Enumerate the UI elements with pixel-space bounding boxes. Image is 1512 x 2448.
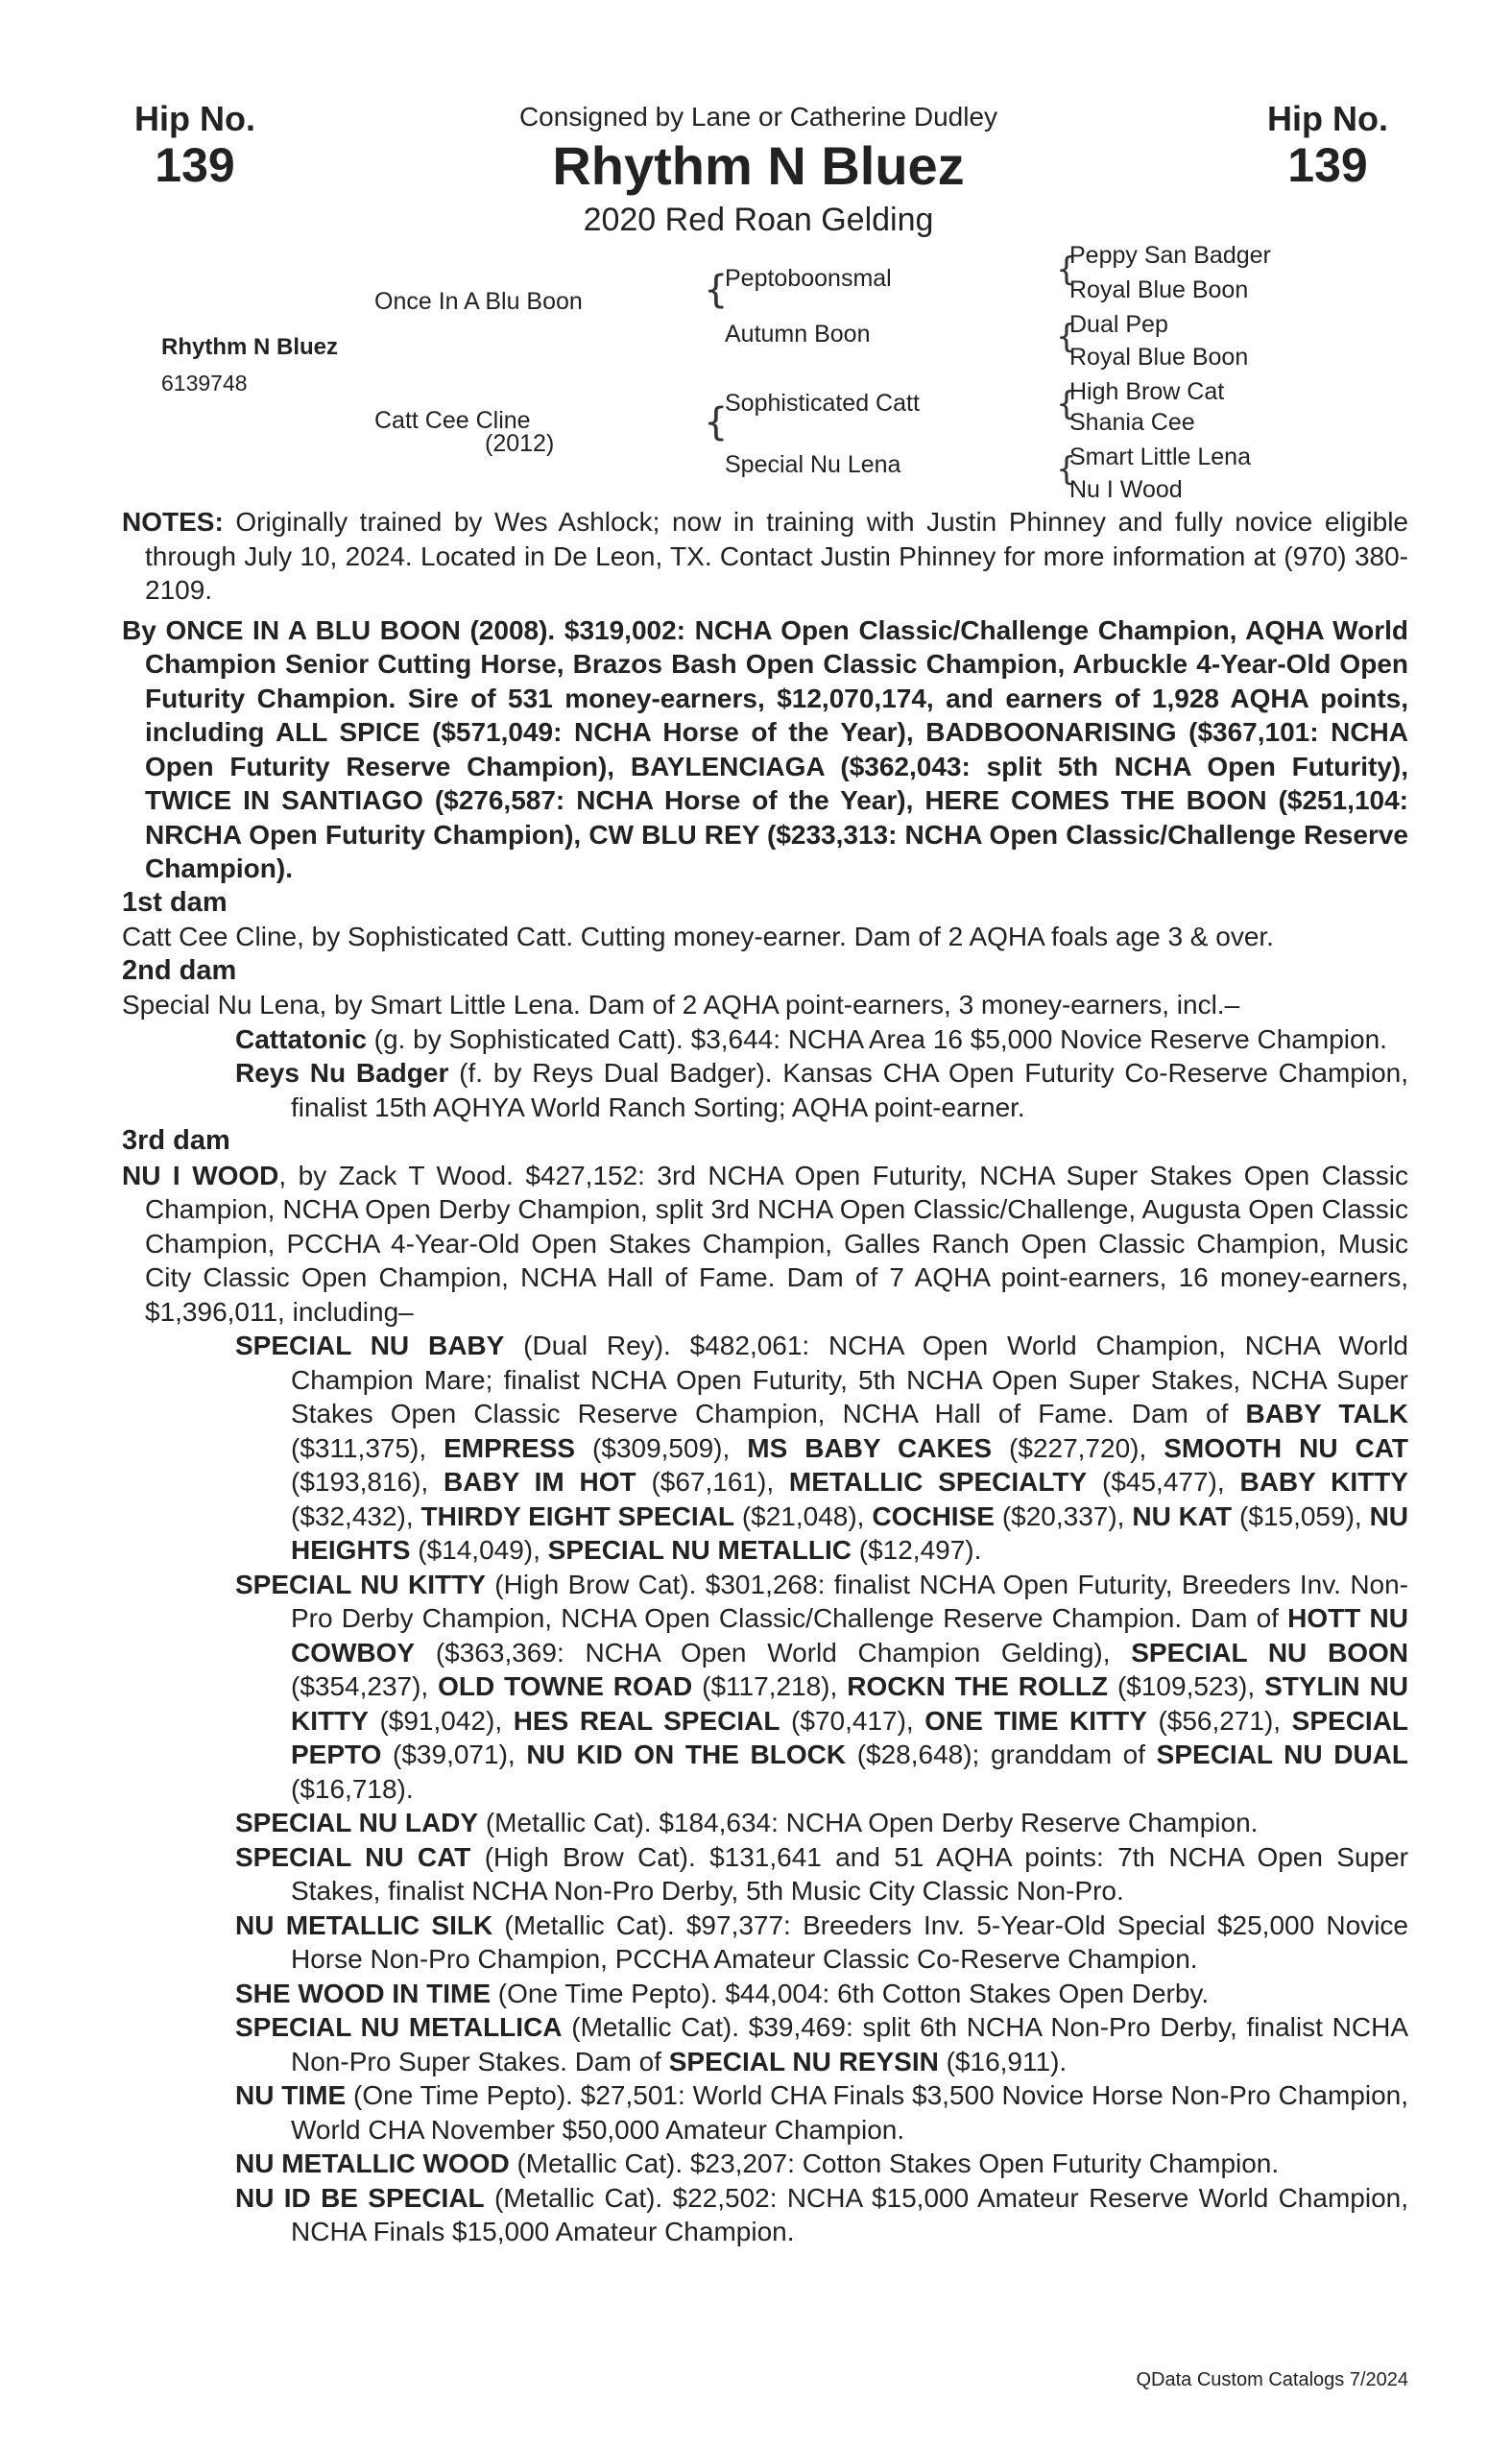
horse-description: 2020 Red Roan Gelding (583, 202, 934, 238)
catalog-body (122, 505, 1408, 2249)
produce-name: SPECIAL NU CAT (235, 1841, 471, 1872)
sire-dam: Autumn Boon (725, 321, 871, 348)
hip-label: Hip No. (1267, 99, 1388, 138)
produce-text: (Metallic Cat). $97,377: Breeders Inv. 5-Year-Old Special $25,000 Novice Horse Non-Pro Champion, PCCHA Amateur Classic Co-Reserve Champion. (291, 1909, 1409, 1974)
produce-name: BABY KITTY (1239, 1467, 1408, 1497)
hip-label: Hip No. (134, 99, 255, 138)
produce-text: ($32,432), (291, 1500, 421, 1531)
produce-name: OLD TOWNE ROAD (438, 1671, 693, 1701)
produce-entry (122, 2010, 1408, 2078)
consignor: Consigned by Lane or Catherine Dudley (518, 102, 998, 132)
produce-text: ($14,049), (410, 1535, 548, 1565)
produce-text: ($16,911). (938, 2046, 1068, 2076)
hip-number-left (113, 100, 276, 192)
produce-name: SPECIAL NU LADY (235, 1808, 479, 1837)
produce-text: ($67,161), (636, 1467, 789, 1497)
produce-text: (Metallic Cat). $39,469: split 6th NCHA Non-Pro Derby, finalist NCHA Non-Pro Super Stakes. Dam of (291, 2012, 1408, 2076)
pedigree-subject: Rhythm N Bluez (161, 334, 339, 360)
brace-icon: { (704, 268, 729, 312)
dam-sire: Sophisticated Catt (725, 390, 920, 417)
notes (122, 505, 1408, 608)
produce-text: ($117,218), (692, 1671, 848, 1701)
produce-name: NU TIME (235, 2080, 347, 2110)
produce-name: SPECIAL NU DUAL (1156, 1740, 1408, 1769)
produce-text: (One Time Pepto). $44,004: 6th Cotton Stakes Open Derby. (491, 1978, 1210, 2008)
produce-name: NU KID ON THE BLOCK (526, 1740, 847, 1769)
produce-text: (Metallic Cat). $184,634: NCHA Open Derby Reserve Champion. (478, 1808, 1259, 1837)
gen3-ancestor: Dual Pep (1069, 311, 1168, 338)
produce-name: COCHISE (872, 1500, 995, 1531)
produce-name: SPECIAL PEPTO (291, 1705, 1409, 1769)
produce-entry (122, 1056, 1408, 1124)
gen3-ancestor: Royal Blue Boon (1069, 344, 1249, 371)
first-dam-heading: 1st dam (122, 886, 228, 918)
produce-text: ($70,417), (780, 1705, 925, 1736)
produce-text: ($227,720), (992, 1432, 1164, 1463)
sire-paragraph: By ONCE IN A BLU BOON (2008). $319,002: NCHA Open Classic/Challenge Champion, AQHA World Champion Senior Cutting Horse, Brazos Bash Open Classic Champion, Arbuckle 4-Year-Old Open Futurity Champion. Sire of 531 money-earners, $12,070,174, and earners of 1,928 AQHA points, including ALL SPICE ($571,049: NCHA Horse of the Year), BADBOONARISING ($367,101: NCHA Open Futurity Reserve Champion), BAYLENCIAGA ($362,043: split 5th NCHA Open Futurity), TWICE IN SANTIAGO ($276,587: NCHA Horse of the Year), HERE COMES THE BOON ($251,104: NRCHA Open Futurity Champion), CW BLU REY ($233,313: NCHA Open Classic/Challenge Reserve Champion). (122, 614, 1408, 883)
produce-text: (Metallic Cat). $23,207: Cotton Stakes Open Futurity Champion. (509, 2148, 1280, 2178)
produce-name: SPECIAL NU REYSIN (668, 2046, 939, 2076)
produce-text: ($20,337), (994, 1500, 1133, 1531)
horse-name: Rhythm N Bluez (552, 135, 965, 196)
third-dam-heading: 3rd dam (122, 1125, 230, 1156)
sire-sire: Peptoboonsmal (725, 265, 892, 292)
produce-name: Reys Nu Badger (235, 1058, 449, 1088)
produce-name: SMOOTH NU CAT (1164, 1432, 1409, 1463)
third-dam-desc: , by Zack T Wood. $427,152: 3rd NCHA Open Futurity, NCHA Super Stakes Open Classic Champion, NCHA Open Derby Champion, split 3rd NCHA Open Classic/Challenge, Augusta Open Classic Champion, PCCHA 4-Year-Old Open Stakes Champion, Galles Ranch Open Classic Champion, Music City Classic Open Champion, NCHA Hall of Fame. Dam of 7 AQHA point-earners, 16 money-earners, $1,396,011, including– (145, 1160, 1408, 1327)
produce-text: (High Brow Cat). $301,268: finalist NCHA Open Futurity, Breeders Inv. Non-Pro Derby Champion, NCHA Open Classic/Challenge Reserve Champion. Dam of (291, 1569, 1409, 1633)
brace-icon: { (1056, 385, 1077, 423)
produce-text: ($21,048), (733, 1500, 873, 1531)
dam-year: (2012) (485, 430, 555, 457)
registration-number: 6139748 (161, 371, 248, 396)
dam-dam: Special Nu Lena (725, 451, 901, 478)
produce-text: ($12,497). (851, 1535, 982, 1565)
produce-entry (122, 1806, 1408, 1840)
produce-name: SPECIAL NU KITTY (235, 1569, 486, 1599)
produce-name: SHE WOOD IN TIME (235, 1978, 491, 2008)
gen3-ancestor: Peppy San Badger (1069, 242, 1271, 269)
brace-icon: { (1056, 450, 1077, 489)
produce-name: NU HEIGHTS (291, 1500, 1409, 1565)
produce-name: BABY IM HOT (444, 1467, 636, 1497)
gen3-ancestor: Smart Little Lena (1069, 444, 1251, 470)
produce-name: NU ID BE SPECIAL (235, 2182, 485, 2213)
produce-name: SPECIAL NU METALLIC (547, 1535, 852, 1565)
produce-text: ($311,375), (291, 1432, 444, 1463)
gen3-ancestor: Royal Blue Boon (1069, 276, 1249, 303)
produce-text: ($28,648); granddam of (846, 1740, 1157, 1769)
produce-name: MS BABY CAKES (747, 1432, 993, 1463)
produce-entry (122, 1568, 1408, 1807)
produce-entry (122, 1840, 1408, 1908)
produce-name: EMPRESS (444, 1432, 576, 1463)
produce-text: (One Time Pepto). $27,501: World CHA Finals $3,500 Novice Horse Non-Pro Champion, World CHA November $50,000 Amateur Champion. (291, 2080, 1409, 2145)
produce-name: NU METALLIC SILK (235, 1909, 493, 1940)
hip-value: 139 (155, 138, 235, 192)
produce-text: ($39,071), (381, 1740, 527, 1769)
notes-text: Originally trained by Wes Ashlock; now in training with Justin Phinney and fully novice eligible through July 10, 2024. Located in De Leon, TX. Contact Justin Phinney for more information at (970) 380-2109. (145, 507, 1408, 605)
produce-text: ($193,816), (291, 1467, 444, 1497)
produce-entry (122, 1908, 1408, 1977)
third-dam-name: NU I WOOD (122, 1160, 279, 1190)
produce-text: (Metallic Cat). $22,502: NCHA $15,000 Amateur Reserve World Champion, NCHA Finals $15,000 Amateur Champion. (291, 2182, 1408, 2246)
second-dam-text: Special Nu Lena, by Smart Little Lena. Dam of 2 AQHA point-earners, 3 money-earners, incl.– (122, 990, 1240, 1020)
produce-text: ($15,059), (1232, 1500, 1370, 1531)
produce-name: ROCKN THE ROLLZ (847, 1671, 1109, 1701)
produce-name: METALLIC SPECIALTY (788, 1467, 1088, 1497)
produce-name: HOTT NU COWBOY (291, 1603, 1408, 1668)
produce-name: ONE TIME KITTY (924, 1705, 1147, 1736)
produce-name: SPECIAL NU BOON (1131, 1637, 1408, 1668)
produce-name: STYLIN NU KITTY (291, 1671, 1409, 1736)
produce-name: NU METALLIC WOOD (235, 2148, 510, 2178)
produce-entry (122, 2147, 1408, 2181)
gen3-ancestor: High Brow Cat (1069, 378, 1225, 405)
produce-entry (122, 1329, 1408, 1568)
produce-name: NU KAT (1132, 1500, 1233, 1531)
third-dam-text (122, 1159, 1408, 1330)
produce-entry (122, 1977, 1408, 2011)
hip-number-right (1246, 100, 1409, 192)
produce-entry (122, 2181, 1408, 2249)
produce-text: ($363,369: NCHA Open World Champion Gelding), (415, 1637, 1132, 1668)
produce-text: ($45,477), (1087, 1467, 1240, 1497)
brace-icon: { (704, 400, 729, 444)
produce-name: Cattatonic (235, 1023, 367, 1054)
produce-text: ($354,237), (291, 1671, 439, 1701)
produce-entry (122, 1022, 1408, 1057)
produce-entry (122, 2078, 1408, 2147)
produce-name: THIRDY EIGHT SPECIAL (420, 1500, 734, 1531)
dam: Catt Cee Cline (374, 407, 531, 434)
produce-name: BABY TALK (1245, 1399, 1408, 1428)
brace-icon: { (1056, 318, 1077, 356)
produce-text: ($56,271), (1146, 1705, 1292, 1736)
notes-label: NOTES: (122, 507, 224, 537)
hip-value: 139 (1287, 138, 1368, 192)
produce-text: (High Brow Cat). $131,641 and 51 AQHA points: 7th NCHA Open Super Stakes, finalist NCHA Non-Pro Derby, 5th Music City Classic Non-Pro. (291, 1841, 1408, 1906)
produce-text: (g. by Sophisticated Catt). $3,644: NCHA Area 16 $5,000 Novice Reserve Champion. (366, 1023, 1387, 1054)
second-dam-heading: 2nd dam (122, 954, 237, 986)
produce-text: (Dual Rey). $482,061: NCHA Open World Champion, NCHA World Champion Mare; finalist NCHA Open Futurity, 5th NCHA Open Super Stakes, NCHA Super Stakes Open Classic Reserve Champion, NCHA Hall of Fame. Dam of (291, 1331, 1408, 1428)
third-dam-produce-list (122, 1329, 1408, 2249)
produce-text: ($91,042), (368, 1705, 514, 1736)
brace-icon: { (1056, 251, 1077, 289)
produce-text: ($16,718). (291, 1773, 414, 1804)
produce-name: HES REAL SPECIAL (513, 1705, 780, 1736)
footer-credit: QData Custom Catalogs 7/2024 (1136, 2369, 1408, 2390)
produce-text: ($309,509), (575, 1432, 748, 1463)
produce-name: SPECIAL NU METALLICA (235, 2012, 563, 2042)
gen3-ancestor: Shania Cee (1069, 409, 1195, 436)
produce-name: SPECIAL NU BABY (235, 1331, 505, 1360)
gen3-ancestor: Nu I Wood (1069, 476, 1183, 503)
produce-text: (f. by Reys Dual Badger). Kansas CHA Open Futurity Co-Reserve Champion, finalist 15th AQHYA World Ranch Sorting; AQHA point-earner. (291, 1058, 1408, 1122)
first-dam-text: Catt Cee Cline, by Sophisticated Catt. Cutting money-earner. Dam of 2 AQHA foals age 3 & over. (122, 922, 1274, 951)
sire: Once In A Blu Boon (374, 288, 583, 315)
produce-text: ($109,523), (1108, 1671, 1265, 1701)
